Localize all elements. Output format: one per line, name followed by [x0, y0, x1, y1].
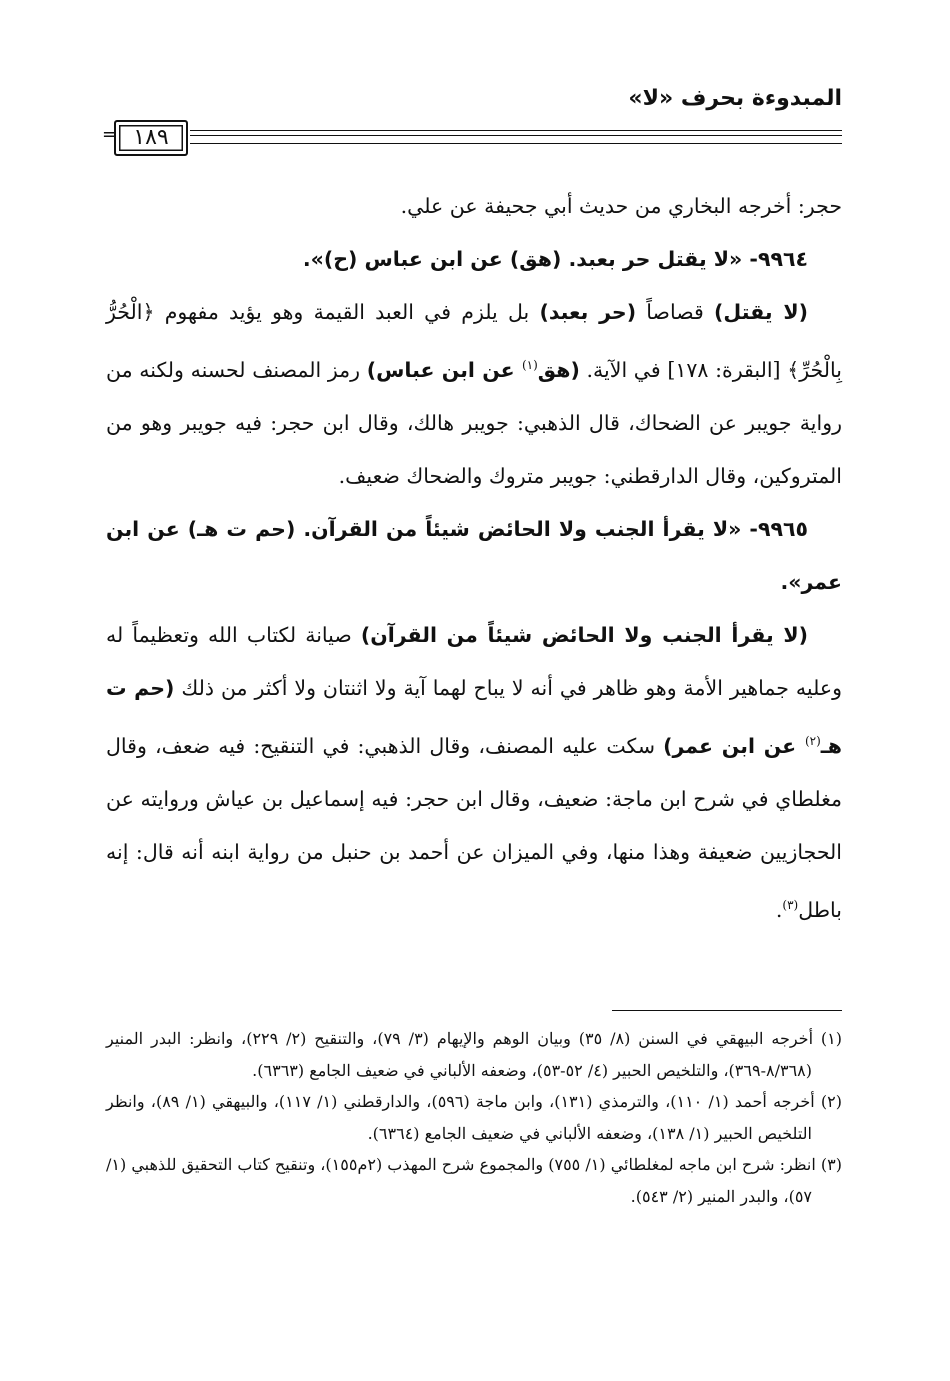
commentary-text: بل يلزم في العبد القيمة وهو يؤيد مفهوم ﴿الْحُرُّ بِالْحُرِّ﴾ [البقرة: ١٧٨] في الآية. [106, 300, 842, 382]
page-number: ١٨٩ [114, 120, 188, 156]
paragraph-continuation: حجر: أخرجه البخاري من حديث أبي جحيفة عن علي. [400, 194, 842, 218]
commentary-text: سكت عليه المصنف، وقال الذهبي: في التنقيح: فيه ضعف، وقال مغلطاي في شرح ابن ماجة: ضعيف، وقال ابن حجر: فيه إسماعيل بن عياش وروايته عن الحجازيين ضعيفة وهذا منها، وفي الميزان عن أحمد بن حنبل من رواية ابنه أنه قال: إنه باطل [106, 733, 842, 922]
source-code: (هق [537, 357, 580, 382]
running-title: المبدوءة بحرف «لا» [628, 86, 842, 111]
footnote-separator [612, 1010, 842, 1011]
footnote-3: (٣) انظر: شرح ابن ماجه لمغلطائي (١/ ٧٥٥) والمجموع شرح المهذب (٢م١٥٥)، وتنقيح كتاب التحقيق للذهبي (١/ ٥٧)، والبدر المنير (٢/ ٥٤٣). [106, 1155, 842, 1206]
page-number-dash: = [102, 124, 118, 145]
source-code: (حم ت هـ [106, 675, 842, 758]
footnote-marker-2[interactable]: (٢) [804, 733, 821, 748]
footnote-marker-1[interactable]: (١) [521, 358, 538, 372]
hadith-heading-9964: ٩٩٦٤- «لا يقتل حر بعبد. (هق) عن ابن عباس (ح)». [302, 247, 808, 271]
footnotes [106, 1023, 842, 1212]
commentary-text: قصاصاً [636, 300, 715, 324]
quoted-phrase: (حر بعبد) [539, 300, 637, 324]
source-narrator: عن ابن عباس) [366, 357, 522, 382]
hadith-heading-9965: ٩٩٦٥- «لا يقرأ الجنب ولا الحائض شيئاً من القرآن. (حم ت هـ) عن ابن عمر». [106, 516, 842, 594]
sentence-end: . [775, 897, 783, 922]
header-double-rule [190, 130, 842, 144]
commentary-paragraph-9964 [106, 286, 842, 503]
source-narrator: عن ابن عمر) [663, 733, 805, 758]
commentary-text: صيانة لكتاب الله وتعظيماً له وعليه جماهير الأمة وهو ظاهر في أنه لا يباح لهما آية ولا اثنتان ولا أكثر من ذلك [106, 622, 842, 700]
quoted-phrase: (لا يقتل) [714, 300, 809, 324]
footnote-1: (١) أخرجه البيهقي في السنن (٨/ ٣٥) وبيان الوهم والإيهام (٣/ ٧٩)، والتنقيح (٢/ ٢٢٩)، وانظر: البدر المنير (٨/٣٦٨-٣٦٩)، والتلخيص الحبير (٤/ ٥٢-٥٣)، وضعفه الألباني في ضعيف الجامع (٦٣٦٣). [106, 1029, 843, 1080]
quoted-phrase: (لا يقرأ الجنب ولا الحائض شيئاً من القرآن) [360, 622, 808, 647]
header-rule [102, 120, 842, 160]
footnote-2: (٢) أخرجه أحمد (١/ ١١٠)، والترمذي (١٣١)، وابن ماجة (٥٩٦)، والدارقطني (١/ ١١٧)، والبيهقي (١/ ٨٩)، وانظر التلخيص الحبير (١/ ١٣٨)، وضعفه الألباني في ضعيف الجامع (٦٣٦٤). [106, 1092, 842, 1143]
commentary-paragraph-9965 [106, 609, 842, 937]
commentary-text: رمز المصنف لحسنه ولكنه من رواية جويبر عن الضحاك، قال الذهبي: جويبر هالك، وقال ابن حجر: فيه جويبر وهو من المتروكين، وقال الدارقطني: جويبر متروك والضحاك ضعيف. [106, 357, 842, 488]
main-text [106, 180, 842, 936]
footnote-marker-3[interactable]: (٣) [782, 897, 799, 912]
